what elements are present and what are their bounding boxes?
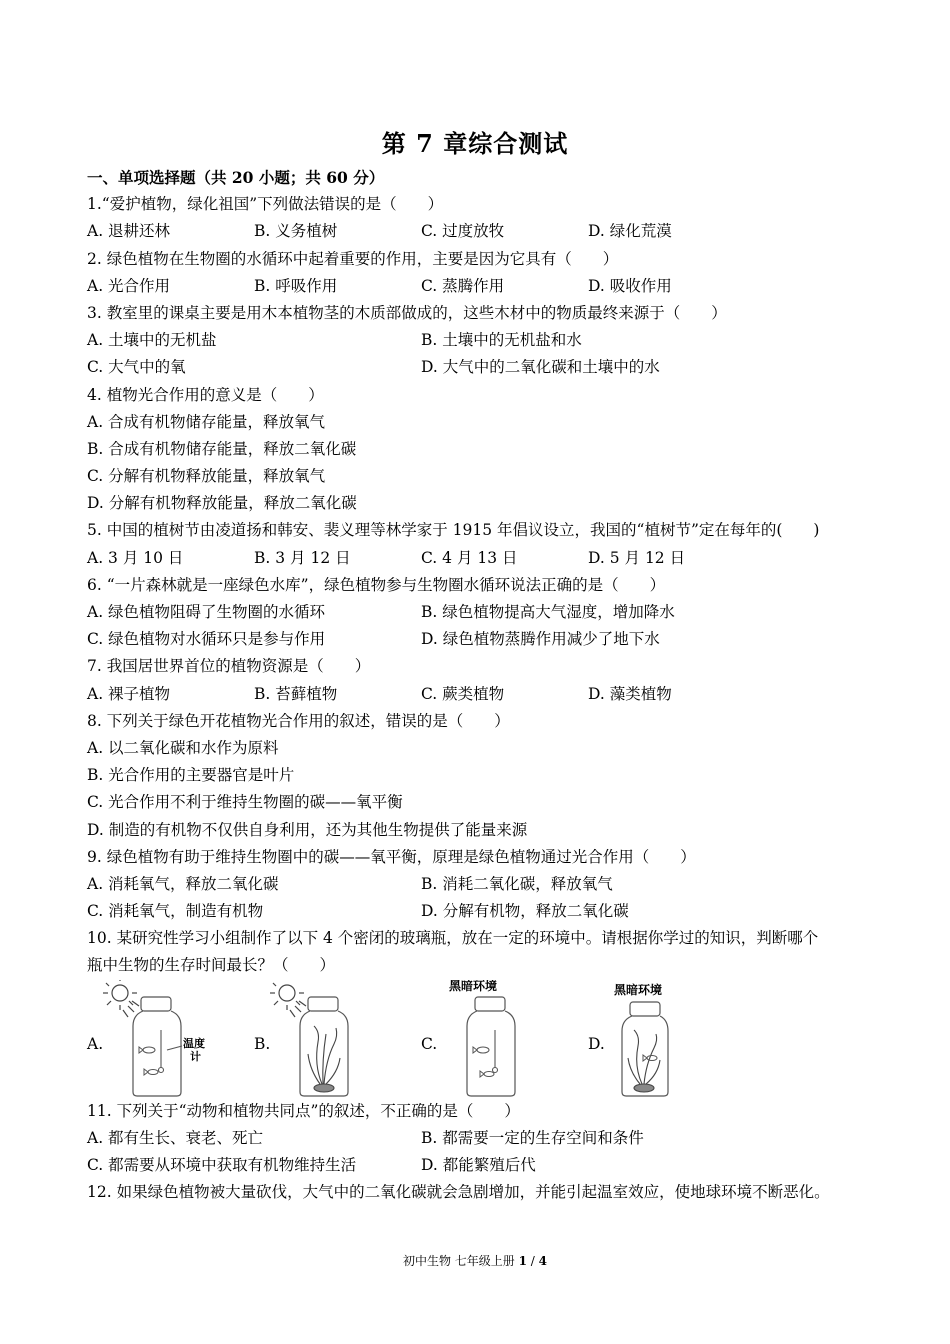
question-stem: 5. 中国的植树节由凌道扬和韩安、裴义理等林学家于 1915 年倡议设立，我国的“植树节”定在每年的( ) (87, 521, 820, 540)
option[interactable]: B. 消耗二氧化碳，释放氧气 (421, 874, 613, 893)
option[interactable]: A. 3 月 10 日 (87, 548, 184, 567)
jar-sun-plant-figure (254, 980, 414, 1098)
option[interactable]: D. 都能繁殖后代 (421, 1156, 536, 1174)
option[interactable]: D. 藻类植物 (588, 684, 672, 703)
option-label: A. (87, 1034, 104, 1053)
page-total: 4 (538, 1254, 548, 1268)
figure-option-c[interactable] (421, 980, 588, 1098)
option-row (87, 599, 877, 626)
question-stem: 2. 绿色植物在生物圈的水循环中起着重要的作用，主要是因为它具有（ ） (87, 249, 619, 268)
option[interactable]: C. 都需要从环境中获取有机物维持生活 (87, 1156, 357, 1174)
question-stem: 12. 如果绿色植物被大量砍伐，大气中的二氧化碳就会急剧增加，并能引起温室效应，使地球环境不断恶化。 (87, 1183, 830, 1202)
option[interactable]: B. 都需要一定的生存空间和条件 (421, 1128, 644, 1147)
option[interactable]: B. 绿色植物提高大气湿度，增加降水 (421, 603, 675, 621)
option[interactable]: D. 大气中的二氧化碳和土壤中的水 (421, 358, 660, 377)
jar-dark-plant-figure (588, 980, 748, 1098)
option[interactable]: D. 分解有机物，释放二氧化碳 (421, 902, 629, 921)
option[interactable]: A. 以二氧化碳和水作为原料 (87, 738, 279, 757)
option-row (87, 1152, 877, 1179)
option-row (87, 871, 877, 898)
sun-icon (270, 983, 304, 1010)
option[interactable]: D. 分解有机物释放能量，释放二氧化碳 (87, 494, 357, 513)
option-row (87, 218, 877, 245)
option[interactable]: D. 绿化荒漠 (588, 222, 672, 241)
option[interactable]: A. 裸子植物 (87, 684, 171, 703)
jar-dark-fish-figure (421, 980, 581, 1098)
question-stem: 1.“爱护植物，绿化祖国”下列做法错误的是（ ） (87, 195, 444, 214)
thermometer-icon (159, 1030, 183, 1073)
question-stem: 10. 某研究性学习小组制作了以下 4 个密闭的玻璃瓶，放在一定的环境中。请根据你学过的知识，判断哪个 (87, 929, 819, 948)
option-label: C. (421, 1034, 438, 1053)
option[interactable]: A. 土壤中的无机盐 (87, 331, 217, 350)
option[interactable]: C. 过度放牧 (421, 222, 505, 241)
question-stem: 8. 下列关于绿色开花植物光合作用的叙述，错误的是（ ） (87, 711, 510, 730)
figure-option-a[interactable] (87, 980, 254, 1098)
option[interactable]: C. 蒸腾作用 (421, 276, 505, 295)
option[interactable]: C. 分解有机物释放能量，释放氧气 (87, 467, 326, 486)
option[interactable]: A. 都有生长、衰老、死亡 (87, 1128, 264, 1147)
water-plant-icon (308, 1026, 340, 1092)
option[interactable]: C. 大气中的氧 (87, 358, 186, 377)
figure-options (87, 980, 877, 1098)
page-number: 1 (518, 1254, 527, 1268)
option-label: D. (588, 1034, 605, 1053)
thermometer-label: 温度 (183, 1036, 205, 1050)
option[interactable]: A. 绿色植物阻碍了生物圈的水循环 (87, 603, 326, 621)
figure-option-b[interactable] (254, 980, 421, 1098)
option-row (87, 545, 877, 572)
sun-icon (103, 980, 137, 1010)
fish-icon (473, 1047, 494, 1077)
option[interactable]: D. 5 月 12 日 (588, 548, 686, 567)
option[interactable]: A. 退耕还林 (87, 222, 171, 241)
question-stem: 11. 下列关于“动物和植物共同点”的叙述，不正确的是（ ） (87, 1101, 520, 1120)
option-row (87, 354, 877, 381)
option[interactable]: B. 3 月 12 日 (254, 548, 351, 567)
option[interactable]: B. 光合作用的主要器官是叶片 (87, 766, 295, 785)
option-row (87, 681, 877, 708)
dark-environment-label: 黑暗环境 (449, 979, 498, 993)
thermometer-label-2: 计 (190, 1049, 201, 1063)
question-list (87, 164, 877, 1206)
jar-sun-fish-thermometer-figure (87, 980, 247, 1098)
option-row (87, 898, 877, 925)
option[interactable]: C. 消耗氧气，制造有机物 (87, 902, 264, 921)
figure-option-d[interactable] (588, 980, 755, 1098)
option[interactable]: C. 绿色植物对水循环只是参与作用 (87, 630, 326, 649)
option[interactable]: A. 消耗氧气，释放二氧化碳 (87, 874, 279, 893)
glass-jar (133, 997, 181, 1096)
option[interactable]: C. 4 月 13 日 (421, 548, 518, 567)
option-row (87, 1125, 877, 1152)
option-row (87, 626, 877, 653)
thermometer-icon (493, 1030, 498, 1073)
option[interactable]: D. 吸收作用 (588, 276, 672, 295)
dark-environment-label: 黑暗环境 (614, 982, 663, 997)
page-title: 第 7 章综合测试 (381, 129, 569, 158)
option[interactable]: B. 合成有机物储存能量，释放二氧化碳 (87, 439, 357, 458)
option[interactable]: B. 义务植树 (254, 222, 338, 241)
fish-icon (139, 1047, 158, 1075)
glass-jar (622, 1002, 668, 1096)
water-plant-icon (628, 1030, 660, 1092)
question-stem-continued: 瓶中生物的生存时间最长？（ ） (87, 956, 336, 975)
glass-jar (467, 997, 515, 1096)
question-stem: 3. 教室里的课桌主要是用木本植物茎的木质部做成的，这些木材中的物质最终来源于（ ） (87, 303, 727, 322)
question-stem: 9. 绿色植物有助于维持生物圈中的碳——氧平衡，原理是绿色植物通过光合作用（ ） (87, 847, 696, 866)
section-heading: 一、单项选择题（共 20 小题；共 60 分） (87, 168, 385, 187)
option[interactable]: D. 制造的有机物不仅供自身利用，还为其他生物提供了能量来源 (87, 820, 528, 839)
option[interactable]: B. 苔藓植物 (254, 684, 338, 703)
option[interactable]: D. 绿色植物蒸腾作用减少了地下水 (421, 630, 660, 649)
option[interactable]: A. 光合作用 (87, 276, 171, 295)
page-separator: / (526, 1254, 539, 1268)
option-label: B. (254, 1034, 271, 1053)
footer-text: 初中生物 七年级上册 (402, 1254, 515, 1268)
option[interactable]: C. 蕨类植物 (421, 684, 505, 703)
option[interactable]: C. 光合作用不利于维持生物圈的碳——氧平衡 (87, 793, 403, 812)
option[interactable]: B. 土壤中的无机盐和水 (421, 331, 582, 350)
option-row (87, 273, 877, 300)
option[interactable]: B. 呼吸作用 (254, 276, 338, 295)
option[interactable]: A. 合成有机物储存能量，释放氧气 (87, 412, 326, 431)
option-row (87, 327, 877, 354)
page-footer (0, 1252, 950, 1269)
question-stem: 4. 植物光合作用的意义是（ ） (87, 385, 324, 404)
question-stem: 7. 我国居世界首位的植物资源是（ ） (87, 657, 371, 676)
question-stem: 6. “一片森林就是一座绿色水库”，绿色植物参与生物圈水循环说法正确的是（ ） (87, 575, 666, 594)
